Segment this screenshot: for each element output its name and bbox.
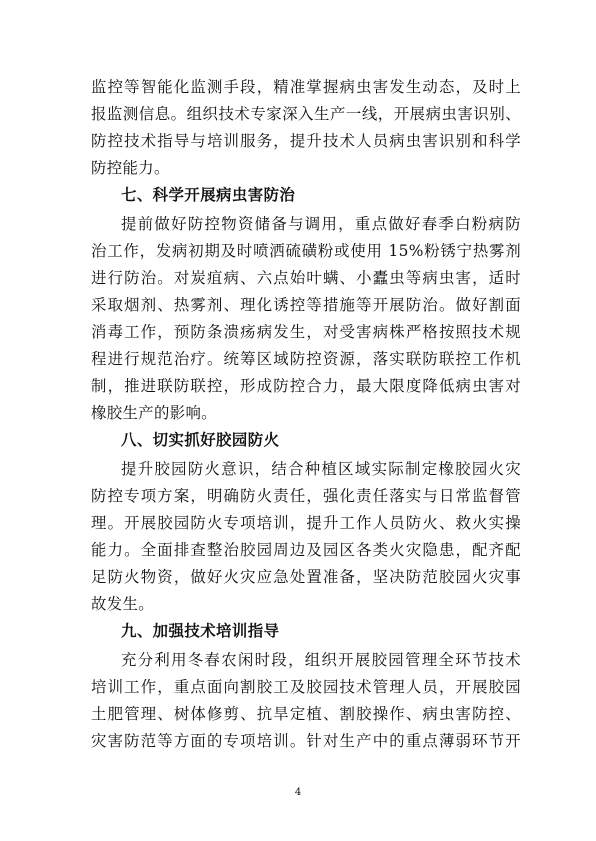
paragraph-line: 充分利用冬春农闲时段，组织开展胶园管理全环节技术 — [121, 651, 521, 669]
paragraph-line: 制，推进联防联控，形成防控合力，最大限度降低病虫害对 — [91, 377, 521, 395]
section-heading: 七、科学开展病虫害防治 — [121, 186, 296, 204]
paragraph-line: 防控专项方案，明确防火责任，强化责任落实与日常监督管 — [91, 487, 521, 505]
paragraph-line: 治工作，发病初期及时喷洒硫磺粉或使用 15%粉锈宁热雾剂 — [91, 242, 521, 260]
paragraph-line: 灾害防范等方面的专项培训。针对生产中的重点薄弱环节开 — [91, 732, 521, 750]
paragraph-line: 能力。全面排查整治胶园周边及园区各类火灾隐患，配齐配 — [91, 541, 521, 559]
paragraph-line: 进行防治。对炭疽病、六点始叶螨、小蠹虫等病虫害，适时 — [91, 269, 521, 287]
paragraph-line: 程进行规范治疗。统筹区域防控资源，落实联防联控工作机 — [91, 350, 521, 368]
paragraph-line: 防控能力。 — [91, 159, 170, 177]
paragraph-line: 报监测信息。组织技术专家深入生产一线，开展病虫害识别、 — [91, 105, 521, 123]
section-heading: 九、加强技术培训指导 — [121, 622, 280, 640]
paragraph-line: 足防火物资，做好火灾应急处置准备，坚决防范胶园火灾事 — [91, 568, 521, 586]
paragraph-line: 橡胶生产的影响。 — [91, 404, 217, 422]
paragraph-line: 消毒工作，预防条溃疡病发生，对受害病株严格按照技术规 — [91, 323, 521, 341]
paragraph-line: 采取烟剂、热雾剂、理化诱控等措施等开展防治。做好割面 — [91, 296, 521, 314]
paragraph-line: 提前做好防控物资储备与调用，重点做好春季白粉病防 — [121, 215, 521, 233]
paragraph-line: 故发生。 — [91, 595, 154, 613]
paragraph-line: 理。开展胶园防火专项培训，提升工作人员防火、救火实操 — [91, 514, 521, 532]
paragraph-line: 监控等智能化监测手段，精准掌握病虫害发生动态，及时上 — [91, 78, 521, 96]
paragraph-line: 防控技术指导与培训服务，提升技术人员病虫害识别和科学 — [91, 132, 521, 150]
paragraph-line: 提升胶园防火意识，结合种植区域实际制定橡胶园火灾 — [121, 460, 521, 478]
paragraph-line: 培训工作，重点面向割胶工及胶园技术管理人员，开展胶园 — [91, 678, 521, 696]
page-number: 4 — [294, 787, 302, 798]
paragraph-line: 土肥管理、树体修剪、抗旱定植、割胶操作、病虫害防控、 — [91, 705, 521, 723]
section-heading: 八、切实抓好胶园防火 — [121, 431, 280, 449]
